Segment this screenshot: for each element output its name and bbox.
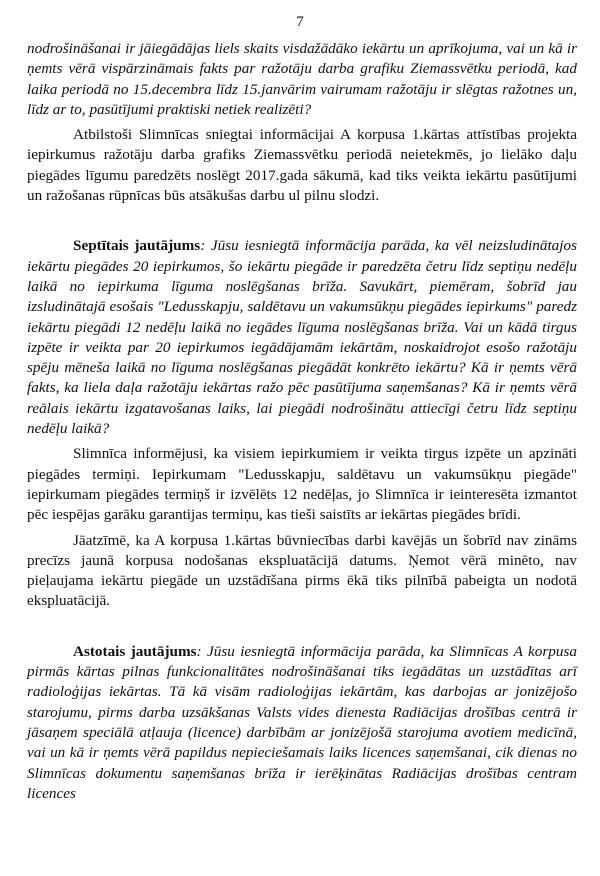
question-8 [27, 642, 577, 804]
answer-7-paragraph-1: Slimnīca informējusi, ka visiem iepirkumiem ir veikta tirgus izpēte un apzināti piegādes termiņi. Iepirkumam "Ledusskapju, saldētavu un vakumsūkņu piegāde" iepirkumam piegādes termiņš ir izvēlēts 12 nedēļas, jo Slimnīca ir ieinteresēta izmantot pēc iespējas garāku garantijas termiņu, kas tieši saistīts ar iekārtas piegādes brīdi. [27, 445, 577, 524]
question-7-text: : Jūsu iesniegtā informācija parāda, ka vēl neizsludinātajos iekārtu piegādes 20 iepirkumos, šo iekārtu piegāde ir paredzēta četru līdz septiņu nedēļu laikā no iepirkuma līguma noslēgšanas brīža. Savukārt, piemēram, šobrīd jau izsludinātajā esošais "Ledusskapju, saldētavu un vakumsūkņu piegādes iepirkums" paredz iekārtu piegādi 12 nedēļu laikā no iegādes līguma noslēgšanas brīža. Vai un kādā tirgus izpēte ir veikta par 20 iepirkumos iegādājamām iekārtām, noskaidrojot esošo ražotāju spēju mēneša laikā no līguma noslēgšanas piegādāt konkrēto iekārtu? Kā ir ņemts vērā fakts, ka liela daļa ražotāju iekārtas ražo pēc pasūtījuma saņemšanas? Kā ir ņemts vērā reālais iekārtu izgatavošanas laiks, lai piegādi nodrošinātu attiecīgi četru līdz septiņu nedēļu laikā? [27, 237, 577, 438]
question-7-label: Septītais jautājums [73, 237, 201, 255]
question-7 [27, 236, 577, 439]
answer-6: Atbilstoši Slimnīcas sniegtai informācijai A korpusa 1.kārtas attīstības projekta iepirkumus ražotāju darba grafiks Ziemassvētku periodā neietekmēs, jo lielāko daļu piegādes līgumu paredzēts noslēgt 2017.gada sākumā, kad tiks veikta iekārtu pasūtījumi un ražošanas rūpnīcas būs atsākušas darbu ul pilnu slodzi. [27, 126, 577, 205]
question-6-continuation: nodrošināšanai ir jāiegādājas liels skaits visdažādāko iekārtu un aprīkojuma, vai un kā ir ņemts vērā vispārzināmais fakts par ražotāju darba grafiku Ziemassvētku periodā, kad laika periodā no 15.decembra līdz 15.janvārim vairumam ražotāju ir slēgtas ražotnes un, līdz ar to, pasūtījumi praktiski netiek realizēti? [27, 40, 577, 118]
question-8-text: : Jūsu iesniegtā informācija parāda, ka Slimnīcas A korpusa pirmās kārtas pilnas funkcionalitātes nodrošināšanai tiks iegādātas un uzstādītas arī radioloģijas iekārtas. Tā kā visām radioloģijas iekārtām, kas darbojas ar jonizējošo starojumu, pirms darba uzsākšanas Valsts vides dienesta Radiācijas drošības centrā ir jāsaņem speciālā atļauja (licence) darbībām ar jonizējošā starojuma avotiem medicīnā, vai un kā ir ņemts vērā papildus nepieciešamais laiks licences saņemšanai, cik dienas no Slimnīcas dokumentu saņemšanas brīža ir ierēķinātas Radiācijas drošības centram licences [27, 642, 577, 802]
page-number: 7 [296, 14, 304, 30]
document-body [27, 39, 577, 804]
question-8-label: Astotais jautājums [73, 642, 197, 660]
answer-7-paragraph-2: Jāatzīmē, ka A korpusa 1.kārtas būvniecības darbi kavējās un šobrīd nav zināms precīzs jaunā korpusa nodošanas ekspluatācijā datums. Ņemot vērā minēto, nav pieļaujama iekārtu piegāde un uzstādīšana pirms ēkā tiks pilnībā pabeigta un nodotā ekspluatācijā. [27, 531, 577, 610]
